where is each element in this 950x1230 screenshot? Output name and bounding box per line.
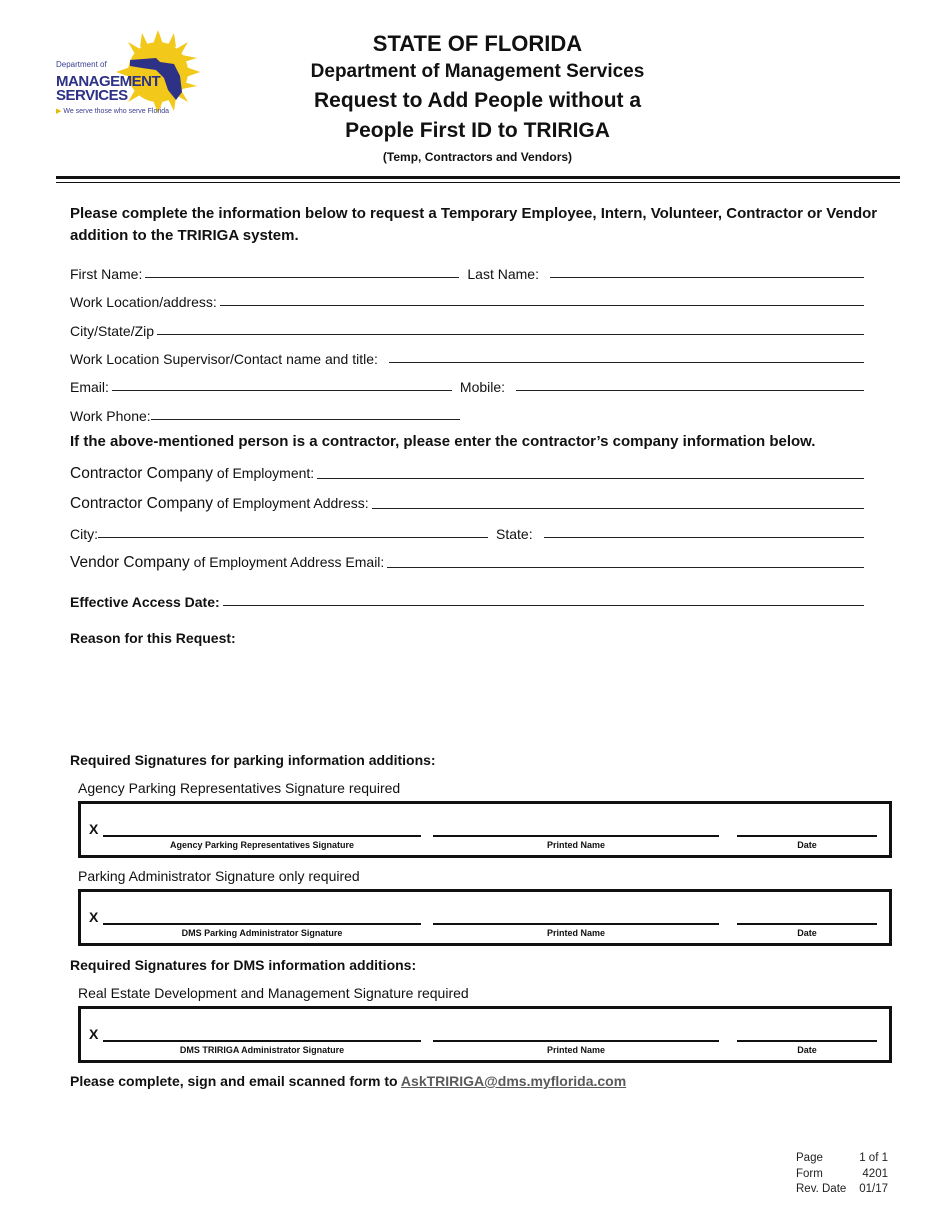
first-name-field[interactable]: [145, 276, 459, 278]
signature-x-mark: X: [89, 1026, 99, 1042]
parking-signatures-heading: Required Signatures for parking information additions:: [70, 752, 436, 768]
contractor-company-label-a: Contractor Company: [70, 465, 214, 482]
parking-admin-printed-name-line[interactable]: [433, 923, 719, 925]
contractor-company-label: [70, 465, 317, 483]
vendor-email-label-a: Vendor Company: [70, 554, 190, 571]
work-phone-label: Work Phone:: [70, 408, 151, 424]
tag-arrow-icon: ▶: [56, 108, 62, 115]
dms-signature-caption: DMS TRIRIGA Administrator Signature: [179, 1045, 345, 1055]
email-label: Email:: [70, 379, 109, 395]
contractor-address-label-b: of Employment Address:: [216, 495, 369, 511]
last-name-field[interactable]: [550, 276, 864, 278]
intro-text: Please complete the information below to request a Temporary Employee, Intern, Volunteer, Contractor or Vendor addition to the TRIRIGA system.: [70, 205, 878, 244]
agency-parking-signature-box: [78, 801, 892, 858]
contractor-address-row: [70, 493, 864, 513]
supervisor-field[interactable]: [389, 361, 864, 363]
page-label: Page: [796, 1152, 823, 1164]
work-location-row: [70, 290, 864, 310]
logo-tagline-text: We serve those who serve Florida: [63, 108, 170, 115]
submission-instructions: [70, 1073, 626, 1089]
city-state-zip-row: [70, 319, 864, 339]
work-phone-field[interactable]: [151, 418, 460, 420]
rev-date-label: Rev. Date: [796, 1183, 847, 1195]
mobile-label: Mobile:: [459, 379, 506, 395]
agency-signature-line[interactable]: [103, 835, 421, 837]
contractor-address-label-a: Contractor Company: [70, 495, 214, 512]
header-divider-thick: [56, 176, 900, 179]
submission-text: Please complete, sign and email scanned form to: [70, 1073, 401, 1089]
request-title-line1: Request to Add People without a: [313, 89, 642, 112]
contractor-city-field[interactable]: [98, 536, 488, 538]
contractor-state-field[interactable]: [544, 536, 864, 538]
name-row: [70, 262, 864, 282]
work-phone-row: [70, 404, 460, 424]
form-label: Form: [796, 1167, 823, 1180]
city-state-row: [70, 522, 864, 542]
request-title-line2: People First ID to TRIRIGA: [345, 119, 610, 142]
rev-date-value: 01/17: [859, 1183, 888, 1195]
contractor-company-field[interactable]: [317, 477, 864, 479]
parking-admin-date-caption: Date: [797, 928, 817, 938]
supervisor-label: Work Location Supervisor/Contact name and title:: [70, 351, 378, 367]
signature-x-mark: X: [89, 909, 99, 925]
department-title: Department of Management Services: [310, 61, 645, 82]
page-value: 1 of 1: [859, 1152, 888, 1164]
dms-logo: [54, 30, 199, 120]
agency-date-caption: Date: [797, 840, 817, 850]
agency-printed-name-caption: Printed Name: [546, 840, 606, 850]
contractor-address-label: [70, 495, 372, 513]
city-state-zip-field[interactable]: [157, 333, 864, 335]
state-title: STATE OF FLORIDA: [372, 31, 583, 56]
form-value: 4201: [862, 1167, 888, 1180]
contractor-company-label-b: of Employment:: [216, 465, 315, 481]
parking-admin-printed-name-caption: Printed Name: [546, 928, 606, 938]
last-name-label: Last Name:: [467, 266, 539, 282]
parking-admin-signature-caption: DMS Parking Administrator Signature: [181, 928, 343, 938]
city-state-zip-label: City/State/Zip: [70, 323, 155, 339]
dms-signatures-heading: Required Signatures for DMS information additions:: [70, 957, 417, 973]
contractor-note: If the above-mentioned person is a contractor, please enter the contractor’s company information below.: [70, 433, 816, 450]
agency-date-line[interactable]: [737, 835, 877, 837]
agency-parking-subheading: Agency Parking Representatives Signature required: [78, 780, 401, 796]
signature-x-mark: X: [89, 821, 99, 837]
request-subtitle: (Temp, Contractors and Vendors): [382, 150, 573, 164]
dms-signature-box: [78, 1006, 892, 1063]
contractor-address-field[interactable]: [372, 507, 864, 509]
email-link[interactable]: AskTRIRIGA@dms.myflorida.com: [400, 1073, 627, 1089]
effective-date-field[interactable]: [223, 604, 864, 606]
vendor-email-field[interactable]: [387, 566, 864, 568]
mobile-field[interactable]: [516, 389, 864, 391]
reason-label: Reason for this Request:: [70, 630, 236, 646]
dms-subheading: Real Estate Development and Management Signature required: [78, 985, 469, 1001]
vendor-email-row: [70, 552, 864, 572]
logo-tagline: [56, 108, 169, 116]
agency-printed-name-line[interactable]: [433, 835, 719, 837]
dms-printed-name-caption: Printed Name: [546, 1045, 606, 1055]
logo-services-text: SERVICES: [56, 87, 128, 104]
work-location-field[interactable]: [220, 304, 864, 306]
sun-florida-icon: [116, 30, 200, 114]
form-metadata: [796, 1151, 888, 1198]
dms-printed-name-line[interactable]: [433, 1040, 719, 1042]
work-location-label: Work Location/address:: [70, 294, 217, 310]
header-divider-thin: [56, 182, 900, 183]
vendor-email-label-b: of Employment Address Email:: [193, 554, 385, 570]
parking-admin-date-line[interactable]: [737, 923, 877, 925]
parking-admin-signature-line[interactable]: [103, 923, 421, 925]
parking-admin-signature-box: [78, 889, 892, 946]
logo-dept-text: Department of: [56, 60, 107, 69]
vendor-email-label: [70, 554, 387, 572]
contractor-company-row: [70, 463, 864, 483]
dms-signature-line[interactable]: [103, 1040, 421, 1042]
logo-management-text: MANAGEMENT: [56, 73, 161, 90]
effective-date-row: [70, 590, 864, 610]
form-title-block: [250, 30, 705, 166]
dms-date-line[interactable]: [737, 1040, 877, 1042]
email-field[interactable]: [112, 389, 452, 391]
dms-date-caption: Date: [797, 1045, 817, 1055]
contractor-city-label: City:: [70, 526, 98, 542]
agency-signature-caption: Agency Parking Representatives Signature: [169, 840, 355, 850]
supervisor-row: [70, 347, 864, 367]
contractor-state-label: State:: [496, 526, 533, 542]
first-name-label: First Name:: [70, 266, 143, 282]
effective-date-label: Effective Access Date:: [70, 594, 220, 610]
parking-admin-subheading: Parking Administrator Signature only required: [78, 868, 360, 884]
email-mobile-row: [70, 375, 864, 395]
